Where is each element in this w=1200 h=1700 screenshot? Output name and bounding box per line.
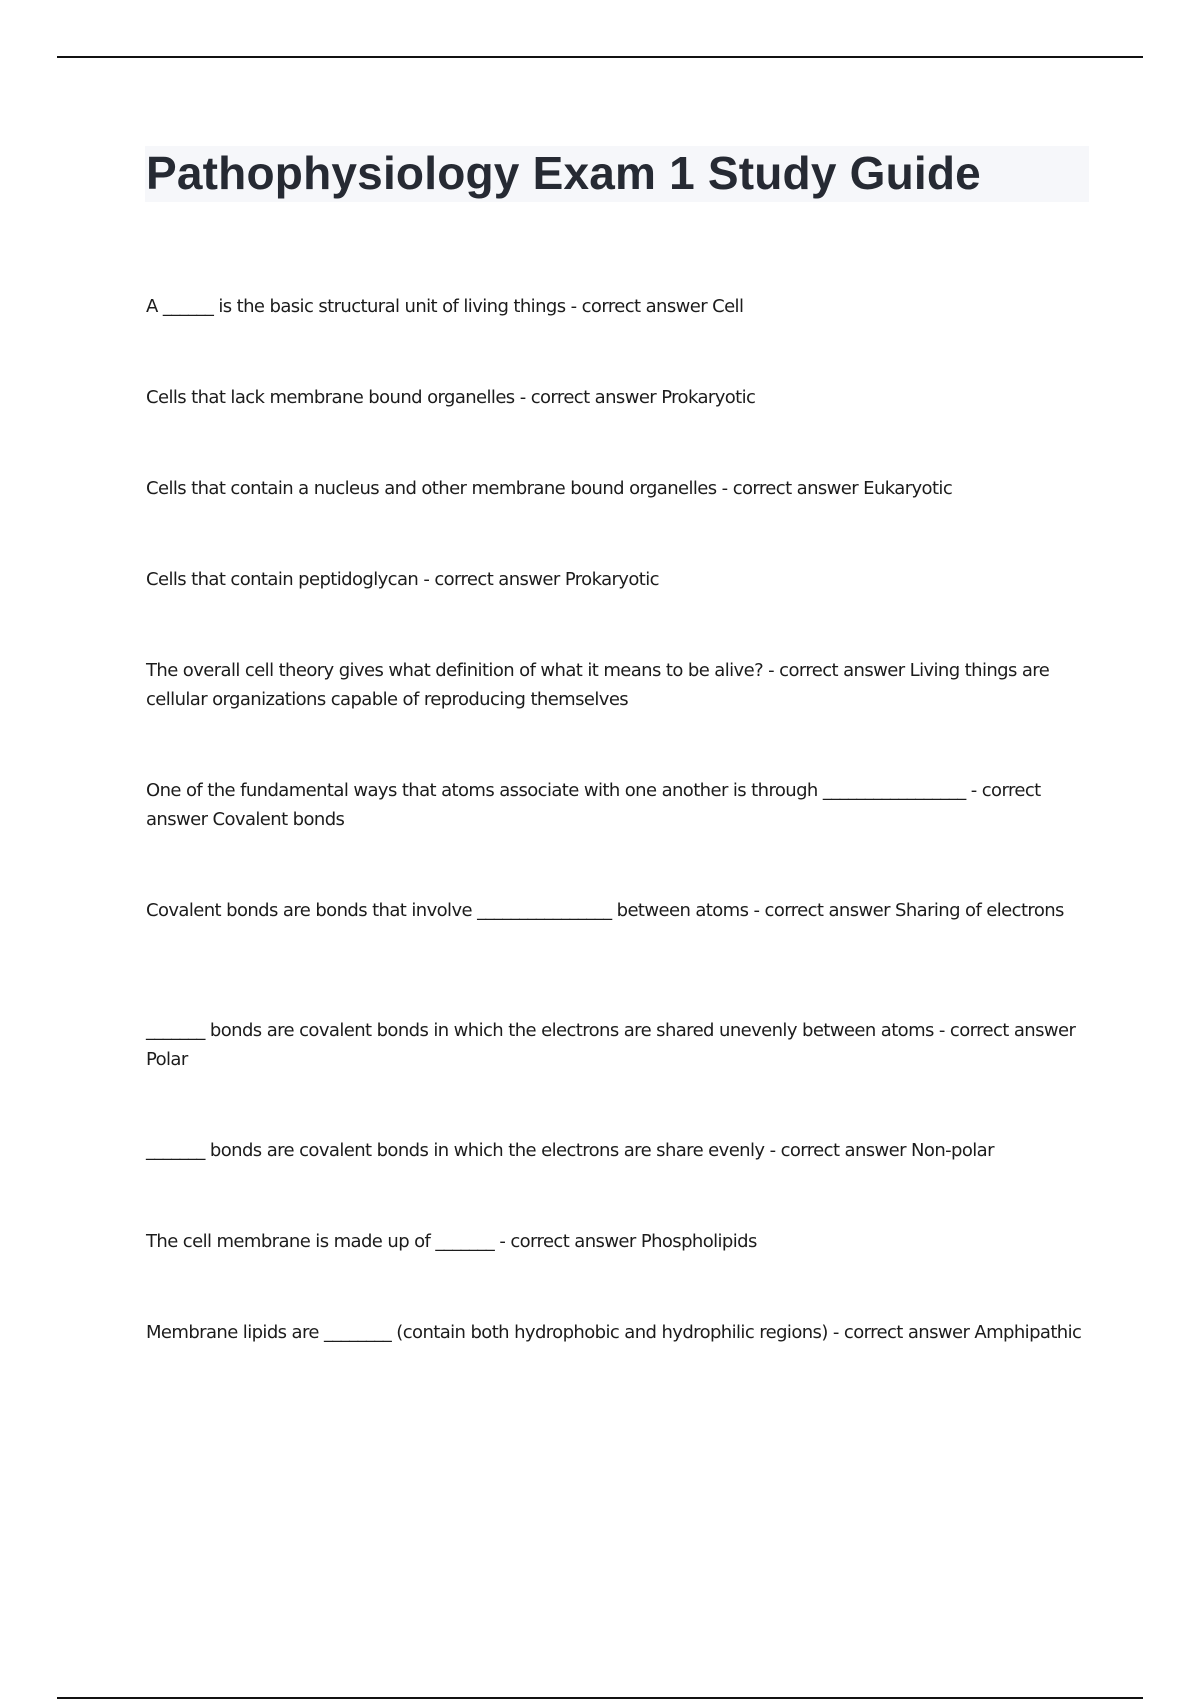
qa-item-4: Cells that contain peptidoglycan - correct answer Prokaryotic xyxy=(146,569,659,590)
qa-item-2: Cells that lack membrane bound organelles - correct answer Prokaryotic xyxy=(146,387,756,408)
qa-item-9: _______ bonds are covalent bonds in which the electrons are share evenly - correct answer Non-polar xyxy=(146,1140,994,1161)
qa-item-5: The overall cell theory gives what definition of what it means to be alive? - correct answer Living things are cellular organizations capable of reproducing themselves xyxy=(146,660,1050,710)
qa-item-6: One of the fundamental ways that atoms associate with one another is through _________________ - correct answer Covalent bonds xyxy=(146,780,1041,830)
top-rule xyxy=(57,56,1143,58)
qa-item-7: Covalent bonds are bonds that involve ________________ between atoms - correct answer Sharing of electrons xyxy=(146,900,1064,921)
qa-item-3: Cells that contain a nucleus and other membrane bound organelles - correct answer Eukaryotic xyxy=(146,478,953,499)
qa-item-1: A ______ is the basic structural unit of living things - correct answer Cell xyxy=(146,296,744,317)
bottom-rule xyxy=(57,1697,1143,1699)
document-title: Pathophysiology Exam 1 Study Guide xyxy=(146,147,981,199)
qa-item-11: Membrane lipids are ________ (contain both hydrophobic and hydrophilic regions) - correct answer Amphipathic xyxy=(146,1322,1082,1343)
qa-item-10: The cell membrane is made up of _______ - correct answer Phospholipids xyxy=(146,1231,757,1252)
qa-item-8: _______ bonds are covalent bonds in which the electrons are shared unevenly between atoms - correct answer Polar xyxy=(146,1020,1076,1070)
